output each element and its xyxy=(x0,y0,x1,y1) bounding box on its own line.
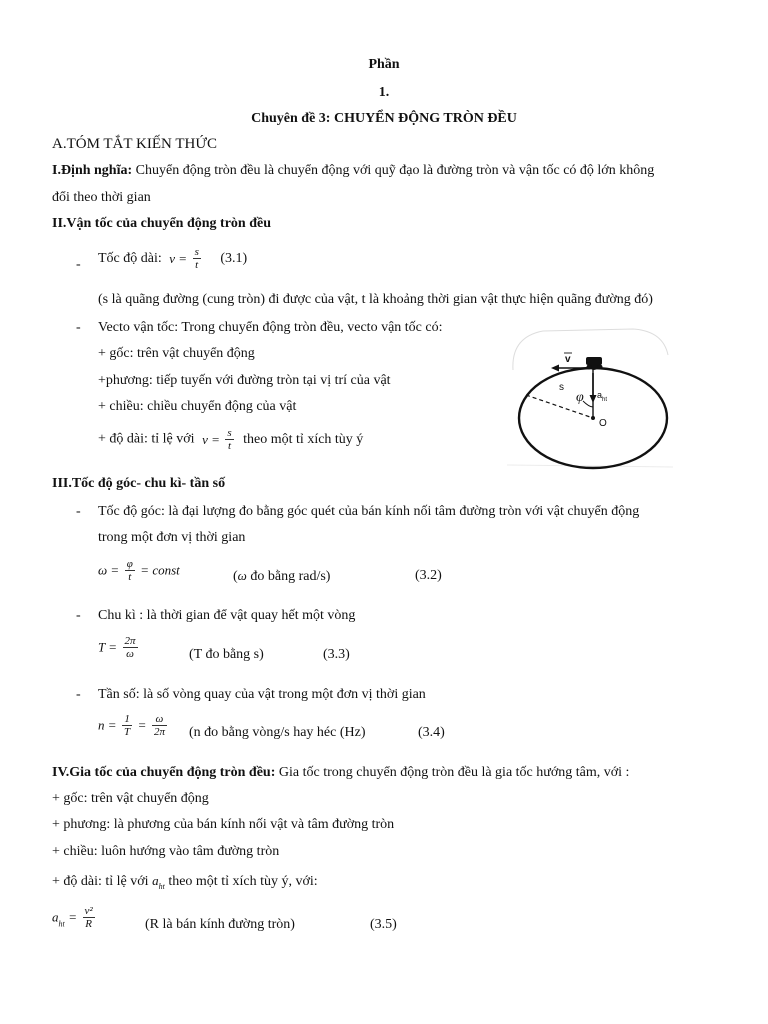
acceleration-paragraph xyxy=(52,764,629,782)
acceleration-formula: $a_{ht}$ = $\frac{\text{v²}}{R}$ xyxy=(52,905,93,930)
acceleration-text: Gia tốc trong chuyển động tròn đều là gia tốc hướng tâm, với : xyxy=(275,765,630,780)
section-a-heading: A.TÓM TẮT KIẾN THỨC xyxy=(52,136,217,152)
definition-label: I.Định nghĩa: xyxy=(52,163,133,178)
speed-note: (s là quãng đường (cung tròn) đi được của vật, t là khoảng thời gian vật thực hiện quãng đường đó) xyxy=(98,292,653,307)
v-label: v xyxy=(565,354,571,365)
vector-sense: + chiều: chiều chuyển động của vật xyxy=(98,399,297,414)
eq-3-3: (3.3) xyxy=(323,647,350,662)
vehicle-icon xyxy=(586,357,603,370)
eq-3-4: (3.4) xyxy=(418,725,445,740)
vector-magnitude: + độ dài: tỉ lệ với v = $\frac{s}{t}$ theo một tỉ xích tùy ý xyxy=(98,427,364,452)
vector-origin: + gốc: trên vật chuyển động xyxy=(98,346,255,361)
topic-title: Chuyên đề 3: CHUYỂN ĐỘNG TRÒN ĐỀU xyxy=(251,111,517,126)
acceleration-formula-note: (R là bán kính đường tròn) xyxy=(145,917,295,932)
part-number: 1. xyxy=(378,85,390,100)
acceleration-sense: + chiều: luôn hướng vào tâm đường tròn xyxy=(52,844,280,859)
s-label: s xyxy=(559,382,564,393)
definition-text-cont: đổi theo thời gian xyxy=(52,190,151,205)
center-label: O xyxy=(599,418,607,429)
acceleration-heading: IV.Gia tốc của chuyển động tròn đều: xyxy=(52,765,276,780)
omega-definition-cont: trong một đơn vị thời gian xyxy=(98,530,246,545)
definition-text: Chuyển động tròn đều là chuyển động với quỹ đạo là đường tròn và vận tốc có độ lớn không xyxy=(132,163,655,178)
period-formula: T = $\frac{2\pi}{\omega}$ xyxy=(98,635,136,660)
phi-label: φ xyxy=(576,390,584,405)
vector-intro: Vecto vận tốc: Trong chuyển động tròn đều, vecto vận tốc có: xyxy=(98,320,443,335)
period-unit: (T đo bằng s) xyxy=(189,647,264,662)
angular-heading: III.Tốc độ góc- chu kì- tần số xyxy=(52,476,226,491)
document-page: Phần 1. Chuyên đề 3: CHUYỂN ĐỘNG TRÒN ĐỀU A.TÓM TẮT KIẾN THỨC I.Định nghĩa: Chuyển động tròn đều là chuyển động với quỹ đạo là đường tròn và vận tốc có độ lớn không đổi theo thời gian II.Vận tốc của chuyển động tròn đều - Tốc độ dài: v = $\frac{s}{t}$ (3.1) (s là quãng đường (cung tròn) đi được của vật, t là khoảng thời gian vật thực hiện quãng đường đó) - Vecto vận tốc: Trong chuyển động tròn đều, vecto vận tốc có: + gốc: trên vật chuyển động +phương: tiếp tuyến với đường tròn tại vị trí của vật + chiều: chiều chuyển động của vật + độ dài: tỉ lệ với v = $\frac{s}{t}$ theo một tỉ xích tùy ý v s φ a ht O III.Tốc độ góc- chu kì- tần số - Tốc độ góc: là đại lượng đo bằng góc quét của bán kính nối tâm đường tròn với vật chuyển động trong một đơn vị thời gian ω = $\frac{\varphi}{t}$ = const (ω đo bằng rad/s) (3.2) - Chu kì : là thời gian để vật quay hết một vòng T = $\frac{2\pi}{\omega}$ (T đo bằng s) (3.3) - Tần số: là số vòng quay của vật trong một đơn vị thời gian n = $\frac{1}{T}$ = $\frac{\omega}{2\pi}$ (n đo bằng vòng/s hay héc (Hz) (3.4) IV.Gia tốc của chuyển động tròn đều: Gia tốc trong chuyển động tròn đều là gia tốc hướng tâm, với : + gốc: trên vật chuyển động + phương: là phương của bán kính nối vật và tâm đường tròn + chiều: luôn hướng vào tâm đường tròn + độ dài: tỉ lệ với $a_{ht}$ theo một tỉ xích tùy ý, với: $a_{ht}$ = $\frac{\text{v²}}{R}$ (R là bán kính đường tròn) (3.5) xyxy=(0,0,768,1024)
a-label: a xyxy=(597,390,603,400)
omega-definition: Tốc độ góc: là đại lượng đo bằng góc quét của bán kính nối tâm đường tròn với vật chuyển động xyxy=(98,504,640,519)
eq-3-2: (3.2) xyxy=(415,568,442,583)
acceleration-direction: + phương: là phương của bán kính nối vật và tâm đường tròn xyxy=(52,817,395,832)
frequency-unit: (n đo bằng vòng/s hay héc (Hz) xyxy=(189,725,366,740)
period-definition: Chu kì : là thời gian để vật quay hết một vòng xyxy=(98,608,356,623)
eq-3-1: (3.1) xyxy=(220,250,248,266)
part-label: Phần xyxy=(368,57,400,72)
frequency-definition: Tần số: là số vòng quay của vật trong một đơn vị thời gian xyxy=(98,687,426,702)
speed-formula: Tốc độ dài: v = $\frac{s}{t}$ (3.1) xyxy=(98,246,248,271)
acceleration-magnitude: + độ dài: tỉ lệ với $a_{ht}$ theo một tỉ xích tùy ý, với: xyxy=(52,873,318,891)
a-sub-label: ht xyxy=(602,397,608,403)
omega-unit: (ω đo bằng rad/s) xyxy=(233,568,331,584)
definition-paragraph xyxy=(52,162,654,180)
frequency-formula: n = $\frac{1}{T}$ = $\frac{\omega}{2\pi}$ xyxy=(98,713,165,738)
acceleration-origin: + gốc: trên vật chuyển động xyxy=(52,791,209,806)
vector-direction: +phương: tiếp tuyến với đường tròn tại vị trí của vật xyxy=(98,373,391,388)
eq-3-5: (3.5) xyxy=(370,917,397,932)
omega-formula: ω = $\frac{\varphi}{t}$ = const xyxy=(98,558,180,583)
circular-motion-figure xyxy=(503,325,683,473)
velocity-heading: II.Vận tốc của chuyển động tròn đều xyxy=(52,216,271,231)
